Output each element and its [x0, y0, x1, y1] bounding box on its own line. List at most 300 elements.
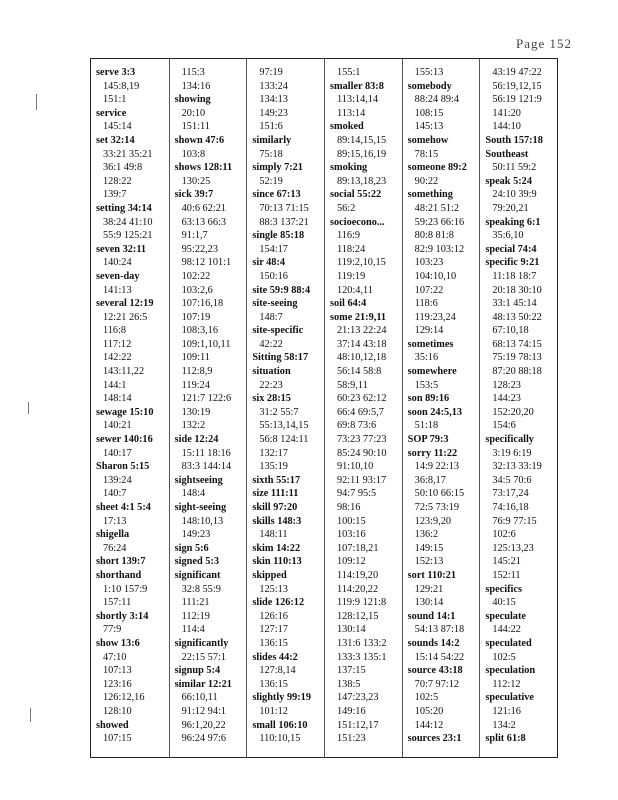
index-reference: 40:15 [492, 597, 516, 609]
index-reference: 76:9 77:15 [492, 515, 537, 527]
index-reference: 75:18 [259, 148, 283, 160]
index-reference: 126:12,16 [103, 692, 145, 704]
index-reference: 130:14 [414, 597, 444, 609]
index-headword: show 13:6 [96, 637, 140, 649]
index-table [90, 58, 558, 758]
index-reference: 14:9 22:13 [414, 461, 460, 473]
index-reference: 88:3 137:21 [259, 216, 309, 228]
index-reference: 48:13 50:22 [492, 311, 542, 323]
index-headword: seven-day [96, 270, 140, 282]
index-headword: speaking 6:1 [485, 216, 541, 228]
index-headword: single 85:18 [252, 230, 305, 242]
page-number: Page 152 [515, 36, 572, 51]
index-headword: smoked [330, 121, 364, 133]
index-headword: similar 12:21 [174, 678, 232, 690]
index-headword: shown 47:6 [174, 134, 225, 146]
index-headword: serve 3:3 [96, 67, 136, 78]
index-reference: 50:11 59:2 [492, 162, 537, 174]
index-headword: speak 5:24 [485, 175, 532, 187]
index-reference: 20:10 [181, 107, 206, 119]
index-reference: 152:13 [414, 556, 444, 568]
index-reference: 126:16 [259, 610, 288, 622]
index-reference: 103:16 [337, 529, 366, 541]
index-reference: 21:13 22:24 [337, 325, 387, 337]
index-headword: several 12:19 [96, 298, 154, 310]
index-headword: skin 110:13 [252, 556, 302, 568]
index-reference: 90:22 [414, 175, 439, 187]
index-headword: source 43:18 [407, 665, 463, 677]
index-headword: small 106:10 [252, 719, 308, 731]
index-headword: sight-seeing [174, 502, 227, 513]
index-reference: 22:23 [259, 379, 283, 391]
index-reference: 139:24 [103, 474, 132, 486]
index-reference: 128:23 [492, 379, 521, 391]
index-reference: 105:20 [414, 705, 444, 717]
index-column-1 [91, 59, 169, 757]
index-reference: 63:13 66:3 [181, 216, 226, 228]
index-reference: 89:14,15,15 [337, 134, 387, 146]
index-reference: 144:23 [492, 393, 521, 405]
index-reference: 127:8,14 [259, 665, 296, 677]
index-headword: specifically [485, 434, 534, 446]
index-headword: soon 24:5,13 [407, 406, 463, 418]
index-headword: showed [96, 719, 129, 731]
index-reference: 37:14 43:18 [337, 338, 387, 350]
index-reference: 130:19 [181, 406, 211, 418]
index-reference: 70:7 97:12 [414, 678, 460, 690]
index-reference: 22:15 57:1 [181, 651, 226, 663]
index-reference: 48:21 51:2 [414, 202, 460, 214]
index-reference: 68:13 74:15 [492, 338, 542, 350]
index-reference: 98:12 101:1 [181, 257, 232, 269]
index-reference: 140:24 [103, 257, 132, 269]
index-reference: 114:19,20 [337, 569, 379, 581]
index-reference: 129:21 [414, 583, 444, 595]
index-reference: 36:1 49:8 [103, 162, 143, 174]
index-reference: 145:14 [103, 121, 132, 133]
index-reference: 112:8,9 [181, 366, 213, 378]
index-reference: 125:13,23 [492, 542, 534, 554]
index-headword: social 55:22 [330, 189, 382, 201]
index-reference: 107:13 [103, 665, 132, 677]
index-reference: 91:1,7 [181, 230, 208, 242]
index-reference: 144:22 [492, 624, 521, 636]
index-reference: 144:10 [492, 121, 521, 133]
index-reference: 148:11 [259, 529, 288, 541]
index-reference: 17:13 [103, 515, 127, 527]
index-headword: site-specific [252, 325, 304, 337]
index-reference: 151:23 [337, 733, 366, 745]
index-headword: special 74:4 [485, 243, 537, 255]
index-headword: short 139:7 [96, 556, 146, 568]
index-headword: size 111:11 [252, 488, 299, 500]
index-headword: specific 9:21 [485, 257, 540, 269]
index-reference: 56:8 124:11 [259, 434, 309, 446]
index-reference: 91:10,10 [337, 461, 374, 473]
index-headword: sightseeing [174, 474, 223, 486]
index-headword: simply 7:21 [252, 162, 303, 174]
index-reference: 137:15 [337, 665, 366, 677]
index-reference: 148:7 [259, 311, 283, 323]
index-headword: slides 44:2 [252, 651, 298, 663]
index-reference: 74:16,18 [492, 502, 529, 513]
index-reference: 1:10 157:9 [103, 583, 148, 595]
index-reference: 32:13 33:19 [492, 461, 542, 473]
index-headword: somehow [407, 134, 449, 146]
index-headword: since 67:13 [252, 189, 301, 201]
index-headword: signed 5:3 [174, 556, 219, 568]
index-reference: 153:5 [414, 379, 439, 391]
index-reference: 80:8 81:8 [414, 230, 454, 242]
index-reference: 113:14,14 [337, 94, 379, 106]
index-reference: 119:24 [181, 379, 210, 391]
index-reference: 136:15 [259, 637, 288, 649]
index-reference: 149:15 [414, 542, 444, 554]
index-reference: 109:12 [337, 556, 366, 568]
index-reference: 32:8 55:9 [181, 583, 221, 595]
index-headword: slightly 99:19 [252, 692, 311, 704]
index-headword: somebody [407, 80, 452, 92]
index-reference: 15:11 18:16 [181, 447, 231, 459]
index-reference: 47:10 [103, 651, 127, 663]
index-reference: 77:9 [103, 624, 122, 636]
index-columns [91, 59, 557, 757]
index-headword: site 59:9 88:4 [252, 284, 311, 296]
index-headword: shortly 3:14 [96, 610, 149, 622]
index-reference: 109:1,10,11 [181, 338, 231, 350]
index-reference: 72:5 73:19 [414, 502, 460, 513]
index-reference: 138:5 [337, 678, 361, 690]
index-reference: 96:1,20,22 [181, 719, 226, 731]
index-reference: 108:3,16 [181, 325, 218, 337]
index-reference: 129:14 [414, 325, 444, 337]
index-reference: 144:1 [103, 379, 127, 391]
index-reference: 35:6,10 [492, 230, 524, 242]
index-column-2 [169, 59, 247, 757]
index-reference: 60:23 62:12 [337, 393, 387, 405]
index-reference: 79:20,21 [492, 202, 529, 214]
index-reference: 48:10,12,18 [337, 352, 387, 364]
index-headword: somewhere [407, 366, 457, 378]
index-reference: 51:18 [414, 420, 439, 432]
index-headword: skim 14:22 [252, 542, 301, 554]
index-reference: 96:24 97:6 [181, 733, 226, 745]
index-reference: 56:19 121:9 [492, 94, 542, 106]
index-reference: 115:3 [181, 67, 205, 78]
index-reference: 149:23 [181, 529, 211, 541]
index-headword: speculate [485, 610, 526, 622]
index-reference: 31:2 55:7 [259, 406, 299, 418]
index-headword: sounds 14:2 [407, 637, 460, 649]
index-reference: 109:11 [181, 352, 210, 364]
index-reference: 102:5 [492, 651, 516, 663]
index-reference: 50:10 66:15 [414, 488, 465, 500]
index-reference: 33:1 45:14 [492, 298, 537, 310]
index-reference: 119:9 121:8 [337, 597, 387, 609]
index-headword: six 28:15 [252, 393, 291, 405]
index-reference: 102:6 [492, 529, 516, 541]
index-reference: 134:16 [181, 80, 211, 92]
index-reference: 88:24 89:4 [414, 94, 460, 106]
index-reference: 152:20,20 [492, 406, 534, 418]
index-reference: 151:12,17 [337, 719, 379, 731]
index-reference: 125:13 [259, 583, 288, 595]
index-headword: SOP 79:3 [407, 434, 449, 446]
index-reference: 36:8,17 [414, 474, 446, 486]
index-reference: 121:16 [492, 705, 521, 717]
index-reference: 59:23 66:16 [414, 216, 465, 228]
index-headword: skipped [252, 569, 287, 581]
index-reference: 42:22 [259, 338, 283, 350]
index-reference: 103:8 [181, 148, 206, 160]
index-reference: 127:17 [259, 624, 288, 636]
index-reference: 56:14 58:8 [337, 366, 382, 378]
index-headword: site-seeing [252, 298, 298, 310]
index-headword: something [407, 189, 453, 201]
index-reference: 114:4 [181, 624, 205, 636]
index-reference: 40:6 62:21 [181, 202, 226, 214]
index-headword: shows 128:11 [174, 162, 233, 174]
index-reference: 148:10,13 [181, 515, 224, 527]
index-reference: 94:7 95:5 [337, 488, 377, 500]
index-reference: 154:17 [259, 243, 288, 255]
index-reference: 73:23 77:23 [337, 434, 387, 446]
index-reference: 147:23,23 [337, 692, 379, 704]
index-reference: 139:7 [103, 189, 127, 201]
index-headword: setting 34:14 [96, 202, 152, 214]
index-reference: 118:6 [414, 298, 438, 310]
index-reference: 114:20,22 [337, 583, 379, 595]
index-reference: 119:2,10,15 [337, 257, 386, 269]
index-reference: 76:24 [103, 542, 127, 554]
index-headword: soil 64:4 [330, 298, 367, 310]
index-reference: 131:6 133:2 [337, 637, 387, 649]
index-headword: similarly [252, 134, 292, 146]
index-reference: 154:6 [492, 420, 516, 432]
index-reference: 135:19 [259, 461, 288, 473]
index-reference: 75:19 78:13 [492, 352, 542, 364]
index-reference: 136:2 [414, 529, 439, 541]
index-headword: sorry 11:22 [407, 447, 458, 459]
index-headword: sound 14:1 [407, 610, 456, 622]
index-reference: 112:12 [492, 678, 521, 690]
index-reference: 111:21 [181, 597, 210, 609]
index-headword: sewer 140:16 [96, 434, 153, 446]
index-headword: signup 5:4 [174, 665, 221, 677]
index-column-5 [402, 59, 480, 757]
index-reference: 103:2,6 [181, 284, 213, 296]
index-reference: 87:20 88:18 [492, 366, 542, 378]
index-reference: 97:19 [259, 67, 283, 78]
index-headword: sick 39:7 [174, 189, 214, 201]
index-reference: 55:13,14,15 [259, 420, 309, 432]
index-reference: 128:22 [103, 175, 132, 187]
index-reference: 70:13 71:15 [259, 202, 309, 214]
index-reference: 155:1 [337, 67, 361, 78]
index-headword: side 12:24 [174, 434, 219, 446]
index-reference: 83:3 144:14 [181, 461, 232, 473]
index-headword: socioecono... [330, 216, 385, 228]
index-reference: 89:15,16,19 [337, 148, 387, 160]
index-reference: 150:16 [259, 270, 288, 282]
scan-mark [28, 402, 29, 414]
index-reference: 110:10,15 [259, 733, 301, 745]
index-reference: 3:19 6:19 [492, 447, 532, 459]
index-headword: significantly [174, 637, 229, 649]
index-reference: 151:11 [181, 121, 210, 133]
index-column-6 [479, 59, 557, 757]
index-reference: 12:21 26:5 [103, 311, 148, 323]
index-reference: 155:13 [414, 67, 444, 78]
index-reference: 144:12 [414, 719, 444, 731]
index-reference: 113:14 [337, 107, 366, 119]
index-reference: 116:9 [337, 230, 361, 242]
index-reference: 58:9,11 [337, 379, 368, 391]
index-reference: 152:11 [492, 569, 521, 581]
index-headword: smoking [330, 162, 368, 174]
index-reference: 136:15 [259, 678, 288, 690]
index-reference: 67:10,18 [492, 325, 529, 337]
index-reference: 132:2 [181, 420, 206, 432]
index-reference: 95:22,23 [181, 243, 218, 255]
index-reference: 73:17,24 [492, 488, 529, 500]
index-reference: 54:13 87:18 [414, 624, 465, 636]
index-reference: 157:11 [103, 597, 132, 609]
index-reference: 148:14 [103, 393, 132, 405]
index-headword: some 21:9,11 [330, 311, 387, 323]
index-reference: 120:4,11 [337, 284, 373, 296]
index-headword: skill 97:20 [252, 502, 298, 513]
index-reference: 78:15 [414, 148, 439, 160]
index-reference: 15:14 54:22 [414, 651, 465, 663]
index-reference: 151:1 [103, 94, 127, 106]
index-reference: 56:2 [337, 202, 356, 214]
index-reference: 69:8 73:6 [337, 420, 377, 432]
index-headword: sort 110:21 [407, 569, 457, 581]
index-reference: 107:18,21 [337, 542, 379, 554]
index-headword: significant [174, 569, 221, 581]
index-reference: 116:8 [103, 325, 127, 337]
index-reference: 56:19,12,15 [492, 80, 542, 92]
index-reference: 108:15 [414, 107, 444, 119]
index-reference: 24:10 39:9 [492, 189, 537, 201]
index-reference: 141:13 [103, 284, 132, 296]
index-reference: 128:10 [103, 705, 132, 717]
index-reference: 107:19 [181, 311, 211, 323]
index-headword: smaller 83:8 [330, 80, 384, 92]
index-reference: 148:4 [181, 488, 206, 500]
index-headword: sir 48:4 [252, 257, 286, 269]
index-headword: showing [174, 94, 211, 106]
index-headword: specifics [485, 583, 522, 595]
index-reference: 35:16 [414, 352, 439, 364]
index-reference: 134:2 [492, 719, 516, 731]
index-reference: 107:16,18 [181, 298, 224, 310]
index-headword: speculative [485, 692, 534, 704]
index-headword: split 61:8 [485, 733, 526, 745]
index-reference: 91:12 94:1 [181, 705, 226, 717]
scan-mark [30, 708, 31, 722]
index-headword: sources 23:1 [407, 733, 462, 745]
index-headword: service [96, 107, 127, 119]
index-headword: someone 89:2 [407, 162, 467, 174]
index-reference: 55:9 125:21 [103, 230, 153, 242]
scan-mark [36, 94, 37, 110]
index-reference: 140:17 [103, 447, 132, 459]
index-reference: 123:9,20 [414, 515, 451, 527]
index-reference: 66:10,11 [181, 692, 218, 704]
index-headword: South 157:18 [485, 134, 543, 146]
index-headword: sometimes [407, 338, 454, 350]
index-reference: 134:13 [259, 94, 288, 106]
index-column-4 [324, 59, 402, 757]
index-reference: 145:21 [492, 556, 521, 568]
index-reference: 92:11 93:17 [337, 474, 387, 486]
index-reference: 112:19 [181, 610, 210, 622]
index-headword: Sharon 5:15 [96, 461, 150, 473]
index-reference: 140:21 [103, 420, 132, 432]
index-reference: 141:20 [492, 107, 521, 119]
index-reference: 107:15 [103, 733, 132, 745]
index-reference: 149:16 [337, 705, 366, 717]
index-reference: 107:22 [414, 284, 444, 296]
index-reference: 123:16 [103, 678, 132, 690]
index-reference: 133:24 [259, 80, 288, 92]
index-reference: 140:7 [103, 488, 127, 500]
index-headword: sheet 4:1 5:4 [96, 502, 151, 513]
index-headword: sewage 15:10 [96, 406, 154, 418]
index-reference: 89:13,18,23 [337, 175, 387, 187]
index-headword: speculation [485, 665, 536, 677]
index-reference: 66:4 69:5,7 [337, 406, 384, 418]
index-headword: seven 32:11 [96, 243, 147, 255]
index-headword: shigella [96, 529, 130, 541]
index-column-3 [246, 59, 324, 757]
index-headword: set 32:14 [96, 134, 135, 146]
index-reference: 117:12 [103, 338, 132, 350]
index-reference: 143:11,22 [103, 366, 145, 378]
index-reference: 142:22 [103, 352, 132, 364]
index-reference: 82:9 103:12 [414, 243, 465, 255]
index-reference: 11:18 18:7 [492, 270, 537, 282]
index-headword: sign 5:6 [174, 542, 209, 554]
index-reference: 102:5 [414, 692, 439, 704]
index-reference: 121:7 122:6 [181, 393, 232, 405]
index-headword: shorthand [96, 569, 142, 581]
index-reference: 103:23 [414, 257, 444, 269]
index-reference: 151:6 [259, 121, 283, 133]
index-reference: 119:19 [337, 270, 366, 282]
index-reference: 34:5 70:6 [492, 474, 532, 486]
index-reference: 145:8,19 [103, 80, 140, 92]
index-headword: situation [252, 366, 291, 378]
index-reference: 52:19 [259, 175, 283, 187]
index-headword: Southeast [485, 148, 529, 160]
index-reference: 145:13 [414, 121, 444, 133]
index-reference: 130:14 [337, 624, 366, 636]
index-reference: 132:17 [259, 447, 288, 459]
index-reference: 33:21 35:21 [103, 148, 153, 160]
index-reference: 128:12,15 [337, 610, 379, 622]
index-headword: speculated [485, 637, 532, 649]
index-reference: 85:24 90:10 [337, 447, 387, 459]
index-reference: 130:25 [181, 175, 211, 187]
index-reference: 104:10,10 [414, 270, 457, 282]
index-reference: 133:3 135:1 [337, 651, 387, 663]
index-reference: 43:19 47:22 [492, 67, 542, 78]
index-headword: skills 148:3 [252, 515, 302, 527]
index-reference: 119:23,24 [414, 311, 456, 323]
